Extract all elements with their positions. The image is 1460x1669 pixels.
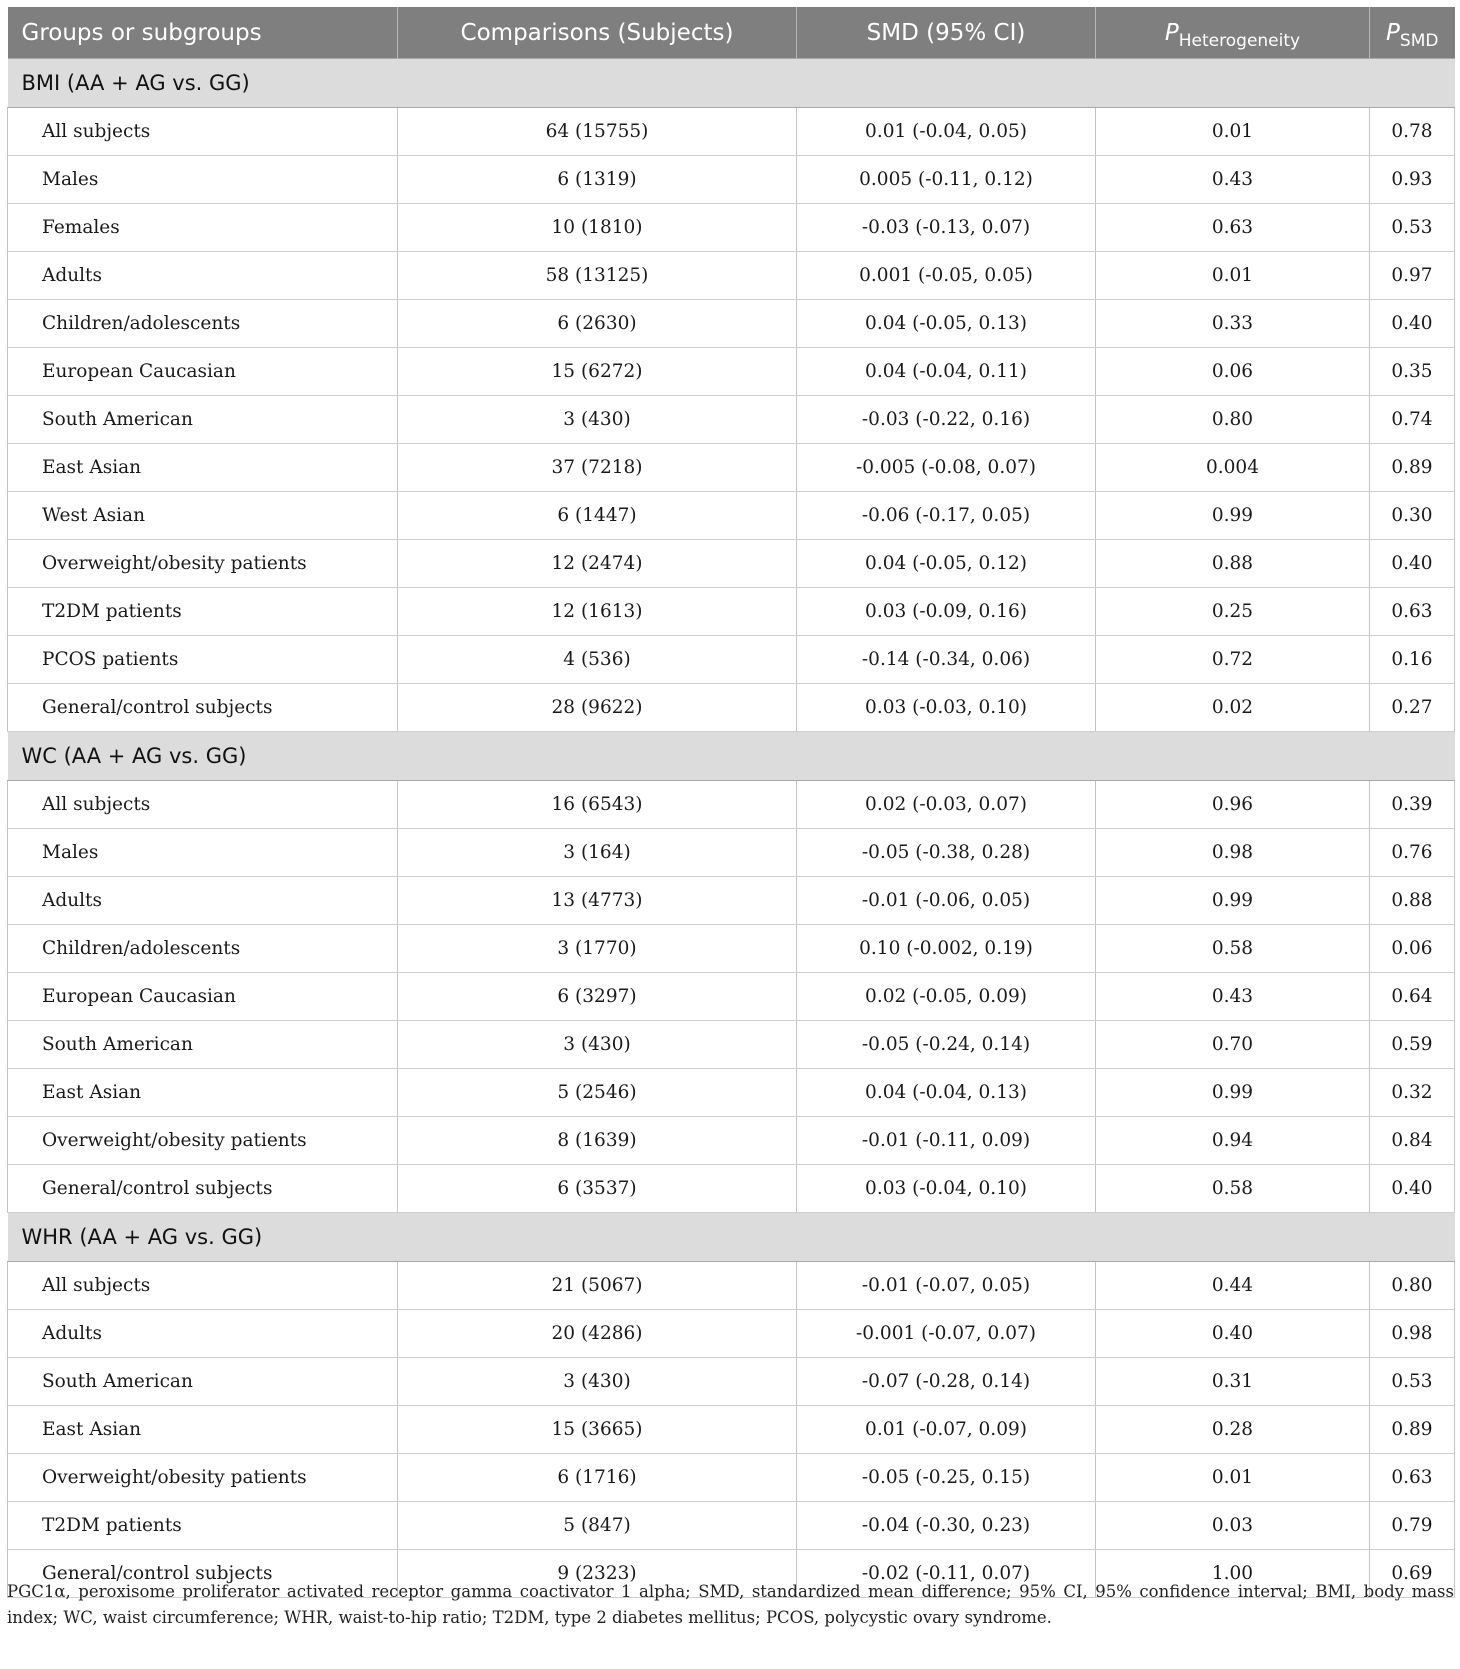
- cell-subgroup: East Asian: [8, 444, 398, 492]
- cell-p-heterogeneity: 0.31: [1096, 1358, 1370, 1406]
- cell-p-smd: 0.89: [1370, 1406, 1455, 1454]
- cell-p-heterogeneity: 0.72: [1096, 636, 1370, 684]
- table-row: [8, 588, 1455, 636]
- cell-smd: 0.04 (-0.04, 0.11): [797, 348, 1096, 396]
- cell-subgroup: Females: [8, 204, 398, 252]
- cell-comparisons: 37 (7218): [398, 444, 797, 492]
- cell-comparisons: 13 (4773): [398, 877, 797, 925]
- table-row: [8, 108, 1455, 156]
- cell-p-smd: 0.74: [1370, 396, 1455, 444]
- cell-comparisons: 20 (4286): [398, 1310, 797, 1358]
- header-smd: SMD (95% CI): [797, 7, 1096, 59]
- cell-smd: 0.005 (-0.11, 0.12): [797, 156, 1096, 204]
- cell-p-smd: 0.16: [1370, 636, 1455, 684]
- cell-comparisons: 6 (3297): [398, 973, 797, 1021]
- cell-comparisons: 3 (164): [398, 829, 797, 877]
- cell-subgroup: General/control subjects: [8, 684, 398, 732]
- cell-comparisons: 6 (1319): [398, 156, 797, 204]
- cell-subgroup: All subjects: [8, 781, 398, 829]
- table-row: [8, 1502, 1455, 1550]
- cell-p-smd: 0.63: [1370, 588, 1455, 636]
- cell-subgroup: All subjects: [8, 1262, 398, 1310]
- cell-smd: 0.03 (-0.09, 0.16): [797, 588, 1096, 636]
- cell-p-smd: 0.40: [1370, 300, 1455, 348]
- cell-comparisons: 5 (2546): [398, 1069, 797, 1117]
- cell-p-smd: 0.89: [1370, 444, 1455, 492]
- table-row: [8, 540, 1455, 588]
- cell-smd: -0.01 (-0.06, 0.05): [797, 877, 1096, 925]
- cell-comparisons: 6 (1447): [398, 492, 797, 540]
- table-row: [8, 1406, 1455, 1454]
- cell-p-smd: 0.93: [1370, 156, 1455, 204]
- table-row: [8, 156, 1455, 204]
- cell-smd: -0.005 (-0.08, 0.07): [797, 444, 1096, 492]
- cell-smd: -0.03 (-0.22, 0.16): [797, 396, 1096, 444]
- cell-smd: 0.03 (-0.03, 0.10): [797, 684, 1096, 732]
- cell-smd: -0.05 (-0.38, 0.28): [797, 829, 1096, 877]
- cell-smd: 0.02 (-0.05, 0.09): [797, 973, 1096, 1021]
- cell-comparisons: 6 (2630): [398, 300, 797, 348]
- table-row: [8, 1454, 1455, 1502]
- cell-p-heterogeneity: 1.00: [1096, 1550, 1370, 1598]
- cell-p-heterogeneity: 0.44: [1096, 1262, 1370, 1310]
- cell-smd: -0.04 (-0.30, 0.23): [797, 1502, 1096, 1550]
- cell-smd: -0.02 (-0.11, 0.07): [797, 1550, 1096, 1598]
- cell-comparisons: 3 (1770): [398, 925, 797, 973]
- cell-subgroup: All subjects: [8, 108, 398, 156]
- cell-p-heterogeneity: 0.004: [1096, 444, 1370, 492]
- cell-smd: -0.06 (-0.17, 0.05): [797, 492, 1096, 540]
- cell-comparisons: 15 (6272): [398, 348, 797, 396]
- table-row: [8, 1262, 1455, 1310]
- table-row: [8, 1358, 1455, 1406]
- cell-subgroup: Overweight/obesity patients: [8, 1117, 398, 1165]
- cell-p-heterogeneity: 0.01: [1096, 108, 1370, 156]
- cell-smd: -0.01 (-0.11, 0.09): [797, 1117, 1096, 1165]
- table-body: [8, 59, 1455, 1598]
- table-row: [8, 1069, 1455, 1117]
- group-header-row: [8, 732, 1455, 781]
- cell-p-heterogeneity: 0.33: [1096, 300, 1370, 348]
- cell-smd: -0.14 (-0.34, 0.06): [797, 636, 1096, 684]
- cell-subgroup: Children/adolescents: [8, 300, 398, 348]
- table-row: [8, 252, 1455, 300]
- cell-subgroup: East Asian: [8, 1069, 398, 1117]
- table-row: [8, 877, 1455, 925]
- cell-p-smd: 0.88: [1370, 877, 1455, 925]
- cell-comparisons: 6 (3537): [398, 1165, 797, 1213]
- table-row: [8, 636, 1455, 684]
- cell-smd: -0.07 (-0.28, 0.14): [797, 1358, 1096, 1406]
- cell-smd: 0.01 (-0.04, 0.05): [797, 108, 1096, 156]
- results-table: [7, 7, 1455, 1598]
- cell-comparisons: 3 (430): [398, 396, 797, 444]
- cell-p-heterogeneity: 0.63: [1096, 204, 1370, 252]
- table-footnote: PGC1α, peroxisome proliferator activated receptor gamma coactivator 1 alpha; SMD, standardized mean difference; 95% CI, 95% confidence interval; BMI, body mass index; WC, waist circumference; WHR, waist-to-hip ratio; T2DM, type 2 diabetes mellitus; PCOS, polycystic ovary syndrome.: [7, 1582, 1454, 1627]
- group-title: WHR (AA + AG vs. GG): [8, 1213, 1455, 1262]
- cell-smd: -0.01 (-0.07, 0.05): [797, 1262, 1096, 1310]
- cell-p-smd: 0.59: [1370, 1021, 1455, 1069]
- table-row: [8, 925, 1455, 973]
- cell-subgroup: South American: [8, 1358, 398, 1406]
- cell-p-heterogeneity: 0.43: [1096, 973, 1370, 1021]
- cell-subgroup: T2DM patients: [8, 1502, 398, 1550]
- cell-p-smd: 0.39: [1370, 781, 1455, 829]
- cell-p-smd: 0.69: [1370, 1550, 1455, 1598]
- cell-p-heterogeneity: 0.80: [1096, 396, 1370, 444]
- cell-subgroup: T2DM patients: [8, 588, 398, 636]
- cell-smd: 0.04 (-0.05, 0.12): [797, 540, 1096, 588]
- group-header-row: [8, 1213, 1455, 1262]
- cell-p-smd: 0.35: [1370, 348, 1455, 396]
- cell-subgroup: European Caucasian: [8, 348, 398, 396]
- cell-p-heterogeneity: 0.58: [1096, 925, 1370, 973]
- cell-p-smd: 0.40: [1370, 1165, 1455, 1213]
- cell-comparisons: 15 (3665): [398, 1406, 797, 1454]
- cell-p-smd: 0.06: [1370, 925, 1455, 973]
- cell-subgroup: Males: [8, 156, 398, 204]
- cell-p-smd: 0.53: [1370, 1358, 1455, 1406]
- cell-comparisons: 5 (847): [398, 1502, 797, 1550]
- cell-p-heterogeneity: 0.40: [1096, 1310, 1370, 1358]
- table-row: [8, 348, 1455, 396]
- cell-comparisons: 10 (1810): [398, 204, 797, 252]
- cell-subgroup: Adults: [8, 252, 398, 300]
- cell-p-heterogeneity: 0.06: [1096, 348, 1370, 396]
- cell-p-smd: 0.27: [1370, 684, 1455, 732]
- cell-smd: 0.04 (-0.04, 0.13): [797, 1069, 1096, 1117]
- cell-smd: -0.001 (-0.07, 0.07): [797, 1310, 1096, 1358]
- cell-p-smd: 0.63: [1370, 1454, 1455, 1502]
- table-row: [8, 973, 1455, 1021]
- cell-p-heterogeneity: 0.99: [1096, 877, 1370, 925]
- header-p-smd: [1370, 7, 1455, 59]
- cell-p-heterogeneity: 0.98: [1096, 829, 1370, 877]
- cell-comparisons: 6 (1716): [398, 1454, 797, 1502]
- header-p-heterogeneity-sub: Heterogeneity: [1178, 30, 1301, 51]
- cell-comparisons: 12 (2474): [398, 540, 797, 588]
- cell-p-heterogeneity: 0.28: [1096, 1406, 1370, 1454]
- cell-subgroup: General/control subjects: [8, 1165, 398, 1213]
- cell-subgroup: South American: [8, 396, 398, 444]
- cell-p-smd: 0.97: [1370, 252, 1455, 300]
- cell-comparisons: 28 (9622): [398, 684, 797, 732]
- cell-smd: -0.05 (-0.24, 0.14): [797, 1021, 1096, 1069]
- cell-p-smd: 0.40: [1370, 540, 1455, 588]
- cell-comparisons: 3 (430): [398, 1358, 797, 1406]
- table-row: [8, 1021, 1455, 1069]
- cell-subgroup: South American: [8, 1021, 398, 1069]
- cell-subgroup: Adults: [8, 877, 398, 925]
- cell-p-heterogeneity: 0.70: [1096, 1021, 1370, 1069]
- cell-comparisons: 58 (13125): [398, 252, 797, 300]
- cell-subgroup: East Asian: [8, 1406, 398, 1454]
- cell-p-smd: 0.84: [1370, 1117, 1455, 1165]
- group-title: WC (AA + AG vs. GG): [8, 732, 1455, 781]
- cell-subgroup: Males: [8, 829, 398, 877]
- table-row: [8, 300, 1455, 348]
- results-table-container: [7, 7, 1454, 1598]
- cell-p-smd: 0.32: [1370, 1069, 1455, 1117]
- cell-p-smd: 0.53: [1370, 204, 1455, 252]
- header-p-smd-sub: SMD: [1399, 30, 1439, 51]
- cell-p-heterogeneity: 0.99: [1096, 492, 1370, 540]
- cell-subgroup: Overweight/obesity patients: [8, 1454, 398, 1502]
- cell-comparisons: 3 (430): [398, 1021, 797, 1069]
- header-p-heterogeneity: [1096, 7, 1370, 59]
- cell-p-heterogeneity: 0.01: [1096, 252, 1370, 300]
- cell-p-heterogeneity: 0.96: [1096, 781, 1370, 829]
- cell-p-heterogeneity: 0.58: [1096, 1165, 1370, 1213]
- group-header-row: [8, 59, 1455, 108]
- cell-smd: -0.05 (-0.25, 0.15): [797, 1454, 1096, 1502]
- cell-subgroup: Adults: [8, 1310, 398, 1358]
- cell-p-smd: 0.79: [1370, 1502, 1455, 1550]
- table-row: [8, 1165, 1455, 1213]
- cell-p-smd: 0.76: [1370, 829, 1455, 877]
- header-row: [8, 7, 1455, 59]
- table-row: [8, 829, 1455, 877]
- table-row: [8, 396, 1455, 444]
- cell-smd: -0.03 (-0.13, 0.07): [797, 204, 1096, 252]
- cell-subgroup: European Caucasian: [8, 973, 398, 1021]
- group-title: BMI (AA + AG vs. GG): [8, 59, 1455, 108]
- cell-comparisons: 12 (1613): [398, 588, 797, 636]
- cell-p-heterogeneity: 0.43: [1096, 156, 1370, 204]
- cell-p-heterogeneity: 0.03: [1096, 1502, 1370, 1550]
- cell-p-heterogeneity: 0.99: [1096, 1069, 1370, 1117]
- header-p-smd-main: P: [1386, 19, 1400, 46]
- table-row: [8, 1117, 1455, 1165]
- cell-p-heterogeneity: 0.02: [1096, 684, 1370, 732]
- table-row: [8, 492, 1455, 540]
- cell-p-heterogeneity: 0.94: [1096, 1117, 1370, 1165]
- table-row: [8, 781, 1455, 829]
- cell-subgroup: West Asian: [8, 492, 398, 540]
- header-p-heterogeneity-main: P: [1164, 19, 1179, 46]
- cell-comparisons: 4 (536): [398, 636, 797, 684]
- cell-smd: 0.03 (-0.04, 0.10): [797, 1165, 1096, 1213]
- cell-smd: 0.001 (-0.05, 0.05): [797, 252, 1096, 300]
- cell-subgroup: General/control subjects: [8, 1550, 398, 1598]
- table-row: [8, 684, 1455, 732]
- cell-p-heterogeneity: 0.25: [1096, 588, 1370, 636]
- table-row: [8, 1310, 1455, 1358]
- cell-comparisons: 21 (5067): [398, 1262, 797, 1310]
- cell-subgroup: Overweight/obesity patients: [8, 540, 398, 588]
- cell-smd: 0.10 (-0.002, 0.19): [797, 925, 1096, 973]
- table-row: [8, 444, 1455, 492]
- cell-p-smd: 0.64: [1370, 973, 1455, 1021]
- cell-comparisons: 64 (15755): [398, 108, 797, 156]
- cell-smd: 0.01 (-0.07, 0.09): [797, 1406, 1096, 1454]
- cell-smd: 0.04 (-0.05, 0.13): [797, 300, 1096, 348]
- cell-p-smd: 0.30: [1370, 492, 1455, 540]
- header-comparisons: Comparisons (Subjects): [398, 7, 797, 59]
- cell-p-smd: 0.80: [1370, 1262, 1455, 1310]
- cell-comparisons: 8 (1639): [398, 1117, 797, 1165]
- cell-comparisons: 9 (2323): [398, 1550, 797, 1598]
- header-groups: Groups or subgroups: [8, 7, 398, 59]
- cell-p-smd: 0.78: [1370, 108, 1455, 156]
- cell-smd: 0.02 (-0.03, 0.07): [797, 781, 1096, 829]
- table-row: [8, 204, 1455, 252]
- cell-p-heterogeneity: 0.88: [1096, 540, 1370, 588]
- cell-comparisons: 16 (6543): [398, 781, 797, 829]
- cell-p-heterogeneity: 0.01: [1096, 1454, 1370, 1502]
- cell-subgroup: PCOS patients: [8, 636, 398, 684]
- cell-subgroup: Children/adolescents: [8, 925, 398, 973]
- cell-p-smd: 0.98: [1370, 1310, 1455, 1358]
